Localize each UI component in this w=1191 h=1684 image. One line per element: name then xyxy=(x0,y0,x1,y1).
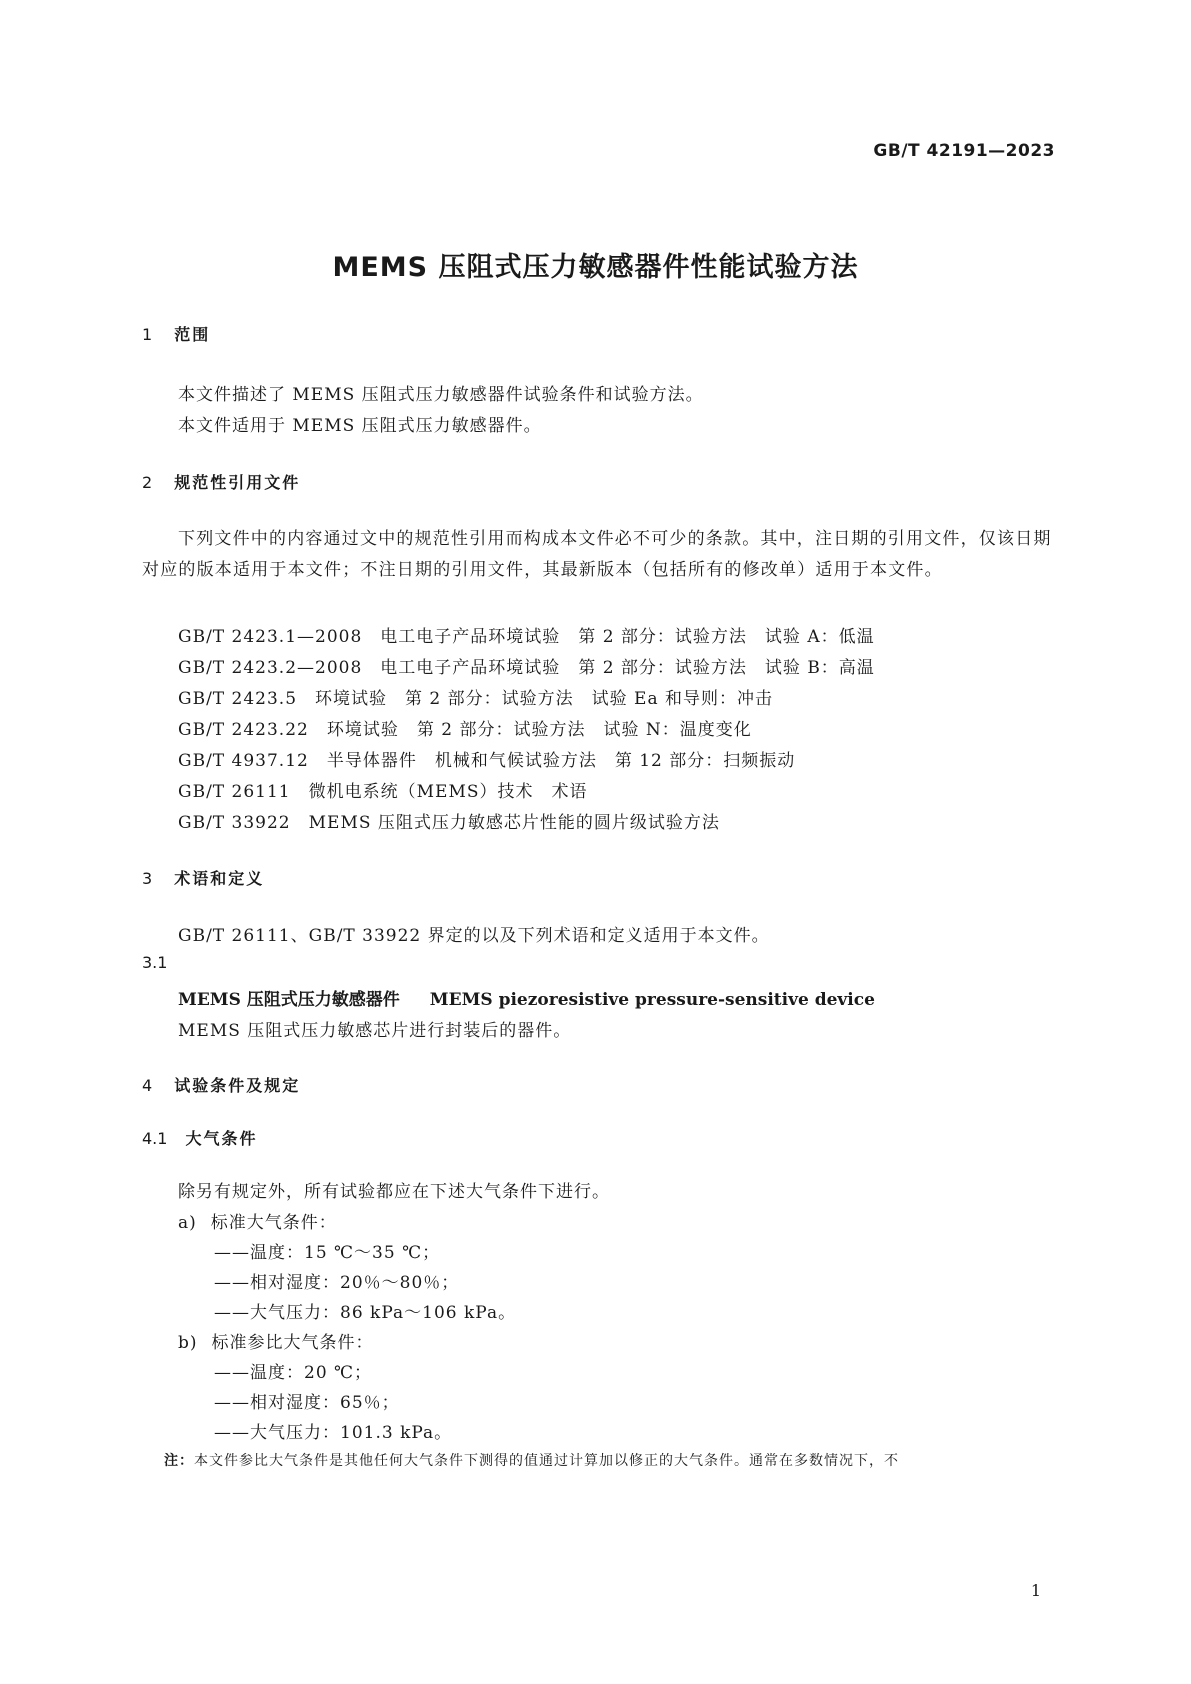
section-title: 范围 xyxy=(174,325,211,344)
term-number: 3.1 xyxy=(142,953,168,972)
page-title: MEMS 压阻式压力敏感器件性能试验方法 xyxy=(332,252,859,283)
note-label: 注： xyxy=(164,1453,194,1469)
section-title: 术语和定义 xyxy=(174,869,265,888)
note-text: 本文件参比大气条件是其他任何大气条件下测得的值通过计算加以修正的大气条件。通常在多数情况下，不 xyxy=(194,1453,899,1469)
subsection-title: 大气条件 xyxy=(185,1129,258,1148)
note xyxy=(164,1450,899,1470)
dash-item: ——相对湿度：20％～80％； xyxy=(214,1273,460,1293)
dash-item: ——大气压力：101.3 kPa。 xyxy=(214,1423,453,1443)
term-english: MEMS piezoresistive pressure-sensitive device xyxy=(429,990,875,1010)
reference-item: GB/T 26111 微机电系统（MEMS）技术 术语 xyxy=(178,782,588,802)
section-number: 1 xyxy=(142,325,153,344)
section-number: 2 xyxy=(142,473,153,492)
list-marker: a) xyxy=(178,1213,197,1233)
reference-item: GB/T 4937.12 半导体器件 机械和气候试验方法 第 12 部分：扫频振动 xyxy=(178,751,796,771)
reference-item: GB/T 2423.1—2008 电工电子产品环境试验 第 2 部分：试验方法 试验 A：低温 xyxy=(178,627,875,647)
list-item-b xyxy=(178,1328,374,1353)
term-definition: MEMS 压阻式压力敏感芯片进行封装后的器件。 xyxy=(178,1021,572,1041)
page-number: 1 xyxy=(1030,1581,1041,1600)
section-heading-3 xyxy=(142,866,264,889)
dash-item: ——相对湿度：65％； xyxy=(214,1393,400,1413)
dash-item: ——温度：15 ℃～35 ℃； xyxy=(214,1243,441,1263)
section-heading-2 xyxy=(142,470,300,493)
document-number: GB/T 42191—2023 xyxy=(873,141,1055,161)
scope-paragraph: 本文件适用于 MEMS 压阻式压力敏感器件。 xyxy=(178,416,542,436)
reference-item: GB/T 2423.22 环境试验 第 2 部分：试验方法 试验 N：温度变化 xyxy=(178,720,752,740)
term-chinese: MEMS 压阻式压力敏感器件 xyxy=(178,990,400,1010)
reference-item: GB/T 2423.2—2008 电工电子产品环境试验 第 2 部分：试验方法 试验 B：高温 xyxy=(178,658,875,678)
list-marker: b) xyxy=(178,1333,198,1353)
dash-item: ——温度：20 ℃； xyxy=(214,1363,373,1383)
subsection-heading-4-1 xyxy=(142,1126,257,1149)
terms-intro: GB/T 26111、GB/T 33922 界定的以及下列术语和定义适用于本文件。 xyxy=(178,926,770,946)
references-intro: 下列文件中的内容通过文中的规范性引用而构成本文件必不可少的条款。其中，注日期的引用文件，仅该日期对应的版本适用于本文件；不注日期的引用文件，其最新版本（包括所有的修改单）适用于本文件。 xyxy=(142,529,1052,580)
reference-item: GB/T 33922 MEMS 压阻式压力敏感芯片性能的圆片级试验方法 xyxy=(178,813,720,833)
section-heading-1 xyxy=(142,322,210,345)
atmosphere-intro: 除另有规定外，所有试验都应在下述大气条件下进行。 xyxy=(178,1182,610,1202)
dash-item: ——大气压力：86 kPa～106 kPa。 xyxy=(214,1303,517,1323)
section-title: 试验条件及规定 xyxy=(174,1076,301,1095)
subsection-number: 4.1 xyxy=(142,1129,168,1148)
scope-paragraph: 本文件描述了 MEMS 压阻式压力敏感器件试验条件和试验方法。 xyxy=(178,385,704,405)
section-title: 规范性引用文件 xyxy=(174,473,301,492)
section-number: 3 xyxy=(142,869,153,888)
section-number: 4 xyxy=(142,1076,153,1095)
term-entry xyxy=(178,985,875,1010)
list-item-a xyxy=(178,1208,337,1233)
section-heading-4 xyxy=(142,1073,300,1096)
reference-item: GB/T 2423.5 环境试验 第 2 部分：试验方法 试验 Ea 和导则：冲击 xyxy=(178,689,774,709)
list-label: 标准大气条件： xyxy=(210,1213,337,1233)
list-label: 标准参比大气条件： xyxy=(211,1333,374,1353)
